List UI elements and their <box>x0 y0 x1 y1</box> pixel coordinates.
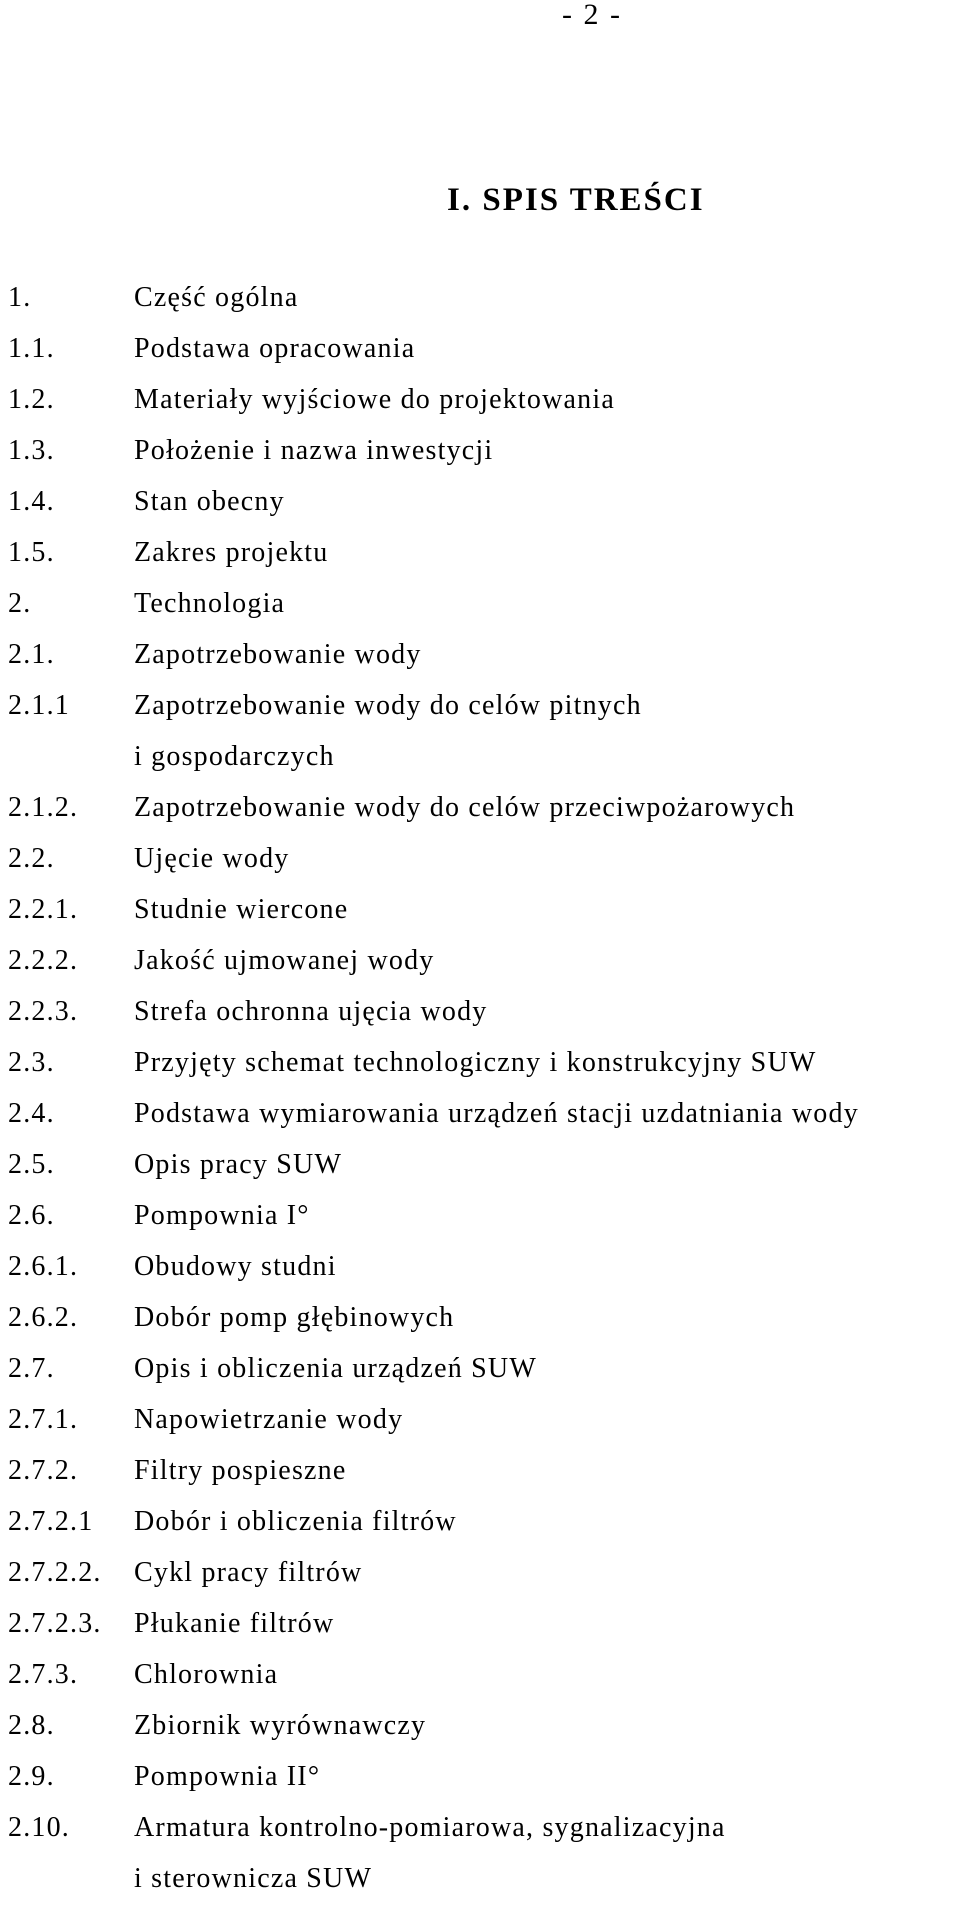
toc-entry-title: Filtry pospieszne <box>134 1455 347 1486</box>
toc-entry-number: 1. <box>8 282 32 313</box>
toc-entry <box>8 995 859 1046</box>
toc-entry-title: Chlorownia <box>134 1659 279 1690</box>
toc-entry-title-line2: i gospodarczych <box>134 741 335 772</box>
toc-entry <box>8 536 859 587</box>
toc-entry-title: Technologia <box>134 588 286 619</box>
toc-entry-number: 2.3. <box>8 1047 55 1078</box>
toc-entry-title-line1: Zapotrzebowanie wody do celów pitnych <box>134 690 642 721</box>
toc-entry-number: 2.7.2.3. <box>8 1608 102 1639</box>
toc-entry-number: 2.7.2.2. <box>8 1557 102 1588</box>
toc-entry <box>8 1658 859 1709</box>
toc-entry-title: Jakość ujmowanej wody <box>134 945 435 976</box>
toc-entry-number: 1.1. <box>8 333 55 364</box>
toc-entry-title: Dobór i obliczenia filtrów <box>134 1506 457 1537</box>
page-number: - 2 - <box>562 0 622 31</box>
toc-entry <box>8 1148 859 1199</box>
toc-entry-number: 2.2. <box>8 843 55 874</box>
table-of-contents <box>8 281 859 1913</box>
toc-entry-number: 2.8. <box>8 1710 55 1741</box>
toc-entry <box>8 638 859 689</box>
toc-entry-title: Pompownia II° <box>134 1761 321 1792</box>
toc-entry-title: Studnie wiercone <box>134 894 349 925</box>
toc-entry <box>8 1505 859 1556</box>
toc-entry-title: Obudowy studni <box>134 1251 337 1282</box>
toc-entry-number: 1.3. <box>8 435 55 466</box>
toc-entry-title-line2: i sterownicza SUW <box>134 1863 373 1894</box>
toc-entry <box>8 1097 859 1148</box>
toc-entry-number: 2.1.1 <box>8 690 70 721</box>
toc-entry-title: Stan obecny <box>134 486 285 517</box>
toc-entry-title: Zbiornik wyrównawczy <box>134 1710 427 1741</box>
toc-entry <box>8 383 859 434</box>
toc-entry-title: Płukanie filtrów <box>134 1608 335 1639</box>
toc-entry-number: 2.1. <box>8 639 55 670</box>
toc-entry-number: 2.2.1. <box>8 894 79 925</box>
toc-entry <box>8 1199 859 1250</box>
toc-entry-title: Przyjęty schemat technologiczny i konstrukcyjny SUW <box>134 1047 817 1078</box>
toc-entry-title: Pompownia I° <box>134 1200 310 1231</box>
page-title: I. SPIS TREŚCI <box>447 182 705 218</box>
toc-entry-number: 1.4. <box>8 486 55 517</box>
toc-entry-number: 2.10. <box>8 1812 70 1843</box>
toc-entry <box>8 1352 859 1403</box>
toc-entry <box>8 791 859 842</box>
toc-entry-title: Opis i obliczenia urządzeń SUW <box>134 1353 537 1384</box>
toc-entry-number: 2.6.1. <box>8 1251 79 1282</box>
toc-entry-title: Strefa ochronna ujęcia wody <box>134 996 488 1027</box>
toc-entry-number: 2.7.3. <box>8 1659 79 1690</box>
toc-entry <box>8 893 859 944</box>
toc-entry <box>8 1454 859 1505</box>
toc-entry-title: Zapotrzebowanie wody <box>134 639 422 670</box>
toc-entry <box>8 1046 859 1097</box>
toc-entry-number: 2.7.2. <box>8 1455 79 1486</box>
toc-entry-title <box>134 689 642 774</box>
toc-entry-title: Część ogólna <box>134 282 299 313</box>
toc-entry <box>8 485 859 536</box>
toc-entry-title: Ujęcie wody <box>134 843 290 874</box>
toc-entry-title: Cykl pracy filtrów <box>134 1557 363 1588</box>
toc-entry-number: 2.9. <box>8 1761 55 1792</box>
toc-entry <box>8 944 859 995</box>
toc-entry-number: 2.1.2. <box>8 792 79 823</box>
toc-entry-title-line1: Armatura kontrolno-pomiarowa, sygnalizacyjna <box>134 1812 726 1843</box>
toc-entry <box>8 689 859 791</box>
toc-entry <box>8 1709 859 1760</box>
toc-entry <box>8 332 859 383</box>
toc-entry-number: 2.7.1. <box>8 1404 79 1435</box>
toc-entry-number: 2.5. <box>8 1149 55 1180</box>
toc-entry-number: 1.5. <box>8 537 55 568</box>
toc-entry-number: 2.6.2. <box>8 1302 79 1333</box>
toc-entry-title: Położenie i nazwa inwestycji <box>134 435 494 466</box>
toc-entry <box>8 1556 859 1607</box>
toc-entry-number: 2.7. <box>8 1353 55 1384</box>
toc-entry-number: 2.6. <box>8 1200 55 1231</box>
toc-entry-title: Dobór pomp głębinowych <box>134 1302 455 1333</box>
toc-entry <box>8 1301 859 1352</box>
toc-entry-number: 1.2. <box>8 384 55 415</box>
toc-entry <box>8 842 859 893</box>
toc-entry <box>8 587 859 638</box>
toc-entry <box>8 1811 859 1913</box>
toc-entry <box>8 1607 859 1658</box>
toc-entry-title: Zakres projektu <box>134 537 329 568</box>
toc-entry-title: Materiały wyjściowe do projektowania <box>134 384 615 415</box>
toc-entry <box>8 1403 859 1454</box>
toc-entry <box>8 1760 859 1811</box>
toc-entry-number: 2. <box>8 588 32 619</box>
toc-entry-title: Podstawa wymiarowania urządzeń stacji uzdatniania wody <box>134 1098 859 1129</box>
toc-entry-title: Podstawa opracowania <box>134 333 416 364</box>
toc-entry-title <box>134 1811 726 1896</box>
toc-entry-title: Napowietrzanie wody <box>134 1404 404 1435</box>
toc-entry <box>8 281 859 332</box>
toc-entry-number: 2.7.2.1 <box>8 1506 94 1537</box>
toc-entry-number: 2.2.2. <box>8 945 79 976</box>
toc-entry-number: 2.2.3. <box>8 996 79 1027</box>
toc-entry <box>8 1250 859 1301</box>
toc-entry-title: Opis pracy SUW <box>134 1149 343 1180</box>
toc-entry-number: 2.4. <box>8 1098 55 1129</box>
toc-entry <box>8 434 859 485</box>
toc-entry-title: Zapotrzebowanie wody do celów przeciwpożarowych <box>134 792 796 823</box>
